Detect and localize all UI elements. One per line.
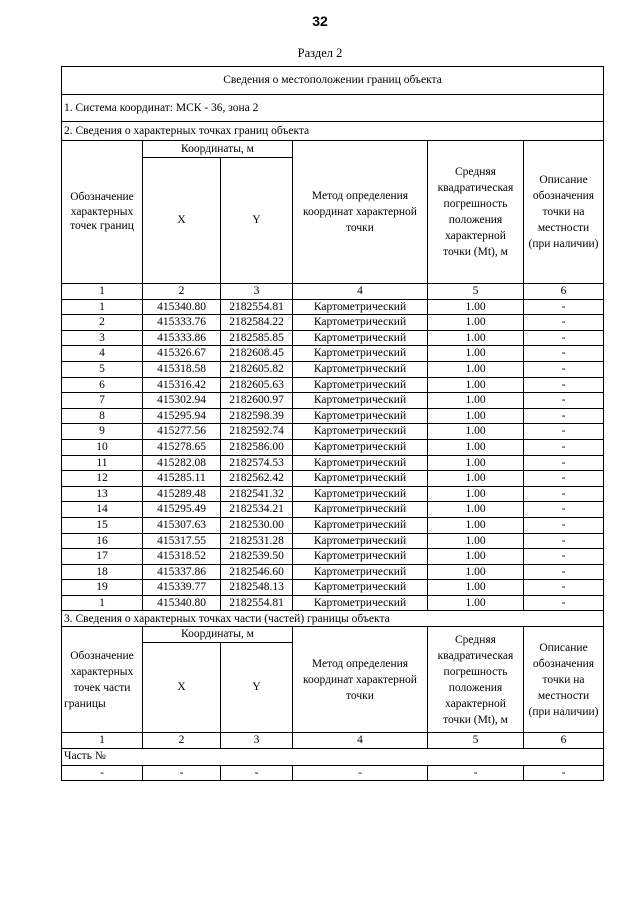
table-cell: 1.00	[428, 315, 524, 331]
table-cell: 1.00	[428, 517, 524, 533]
table-cell: -	[524, 330, 604, 346]
table-cell: -	[524, 595, 604, 611]
table-cell: 1.00	[428, 361, 524, 377]
table-cell: 1.00	[428, 299, 524, 315]
table-cell: 13	[62, 486, 143, 502]
table-cell: Картометрический	[293, 471, 428, 487]
column-number-cell: 6	[524, 284, 604, 300]
table-cell: 10	[62, 439, 143, 455]
table-cell: Картометрический	[293, 533, 428, 549]
table-row	[62, 393, 604, 409]
table-cell: Картометрический	[293, 502, 428, 518]
part-row	[62, 765, 604, 781]
table-cell: Картометрический	[293, 424, 428, 440]
table-row	[62, 502, 604, 518]
table-cell: -	[524, 439, 604, 455]
table-cell: 11	[62, 455, 143, 471]
table-row	[62, 315, 604, 331]
table-cell: 2182592.74	[221, 424, 293, 440]
table-cell: 1	[62, 595, 143, 611]
table-cell: Картометрический	[293, 346, 428, 362]
header-error: Средняя квадратическая погрешность положения характерной точки (Mt), м	[428, 141, 524, 284]
table-cell: 2182539.50	[221, 549, 293, 565]
section-label: Раздел 2	[297, 46, 343, 60]
part-cell: -	[221, 765, 293, 781]
table-cell: 415307.63	[143, 517, 221, 533]
section2-title: 2. Сведения о характерных точках границ объекта	[62, 122, 604, 141]
part-cell: -	[428, 765, 524, 781]
table-cell: Картометрический	[293, 439, 428, 455]
header-y: Y	[221, 158, 293, 284]
table-cell: -	[524, 580, 604, 596]
table-cell: 2182554.81	[221, 595, 293, 611]
table-cell: Картометрический	[293, 330, 428, 346]
boundary-table	[61, 66, 604, 781]
table-cell: 415285.11	[143, 471, 221, 487]
table-cell: 1.00	[428, 377, 524, 393]
table-cell: -	[524, 408, 604, 424]
part-cell: -	[143, 765, 221, 781]
table-cell: 16	[62, 533, 143, 549]
table-cell: 8	[62, 408, 143, 424]
column-number-cell: 2	[143, 284, 221, 300]
coord-system: 1. Система координат: МСК - 36, зона 2	[62, 95, 604, 122]
table-row	[62, 361, 604, 377]
table-row	[62, 439, 604, 455]
table-cell: 415333.76	[143, 315, 221, 331]
table-cell: -	[524, 517, 604, 533]
table-cell: -	[524, 393, 604, 409]
part-label: Часть №	[62, 748, 604, 765]
column-number-cell: 3	[221, 733, 293, 749]
table-row	[62, 533, 604, 549]
table-cell: 415318.58	[143, 361, 221, 377]
table-row	[62, 564, 604, 580]
table-row	[62, 299, 604, 315]
table-cell: 415282.08	[143, 455, 221, 471]
table-cell: -	[524, 361, 604, 377]
table-cell: -	[524, 299, 604, 315]
table-cell: 6	[62, 377, 143, 393]
column-number-cell: 1	[62, 284, 143, 300]
table-cell: Картометрический	[293, 361, 428, 377]
table-cell: 2182546.60	[221, 564, 293, 580]
column-numbers-row	[62, 284, 604, 300]
table-cell: 1.00	[428, 502, 524, 518]
table-cell: 415302.94	[143, 393, 221, 409]
table-cell: Картометрический	[293, 299, 428, 315]
table-cell: -	[524, 346, 604, 362]
table-cell: 18	[62, 564, 143, 580]
table-cell: 7	[62, 393, 143, 409]
table-row	[62, 580, 604, 596]
table-cell: 415317.55	[143, 533, 221, 549]
table-row	[62, 471, 604, 487]
table-cell: 1.00	[428, 439, 524, 455]
table-cell: -	[524, 315, 604, 331]
header-description: Описание обозначения точки на местности (при наличии)	[524, 141, 604, 284]
section3-header-description: Описание обозначения точки на местности (при наличии)	[524, 627, 604, 733]
section3-header-designation: Обозначение характерных точек части границы	[62, 627, 143, 733]
table-cell: 2182605.82	[221, 361, 293, 377]
part-cell: -	[524, 765, 604, 781]
table-cell: 1.00	[428, 424, 524, 440]
table-cell: 415340.80	[143, 595, 221, 611]
header-designation: Обозначение характерных точек границ	[62, 141, 143, 284]
table-title: Сведения о местоположении границ объекта	[62, 67, 604, 95]
table-cell: 415326.67	[143, 346, 221, 362]
table-row	[62, 330, 604, 346]
table-cell: Картометрический	[293, 564, 428, 580]
table-cell: Картометрический	[293, 549, 428, 565]
table-cell: 1.00	[428, 408, 524, 424]
table-cell: 2182598.39	[221, 408, 293, 424]
table-cell: 17	[62, 549, 143, 565]
table-cell: 2182554.81	[221, 299, 293, 315]
table-cell: Картометрический	[293, 393, 428, 409]
table-cell: 2182548.13	[221, 580, 293, 596]
table-cell: 9	[62, 424, 143, 440]
table-cell: 415295.49	[143, 502, 221, 518]
table-cell: 2182531.28	[221, 533, 293, 549]
section3-header-method: Метод определения координат характерной точки	[293, 627, 428, 733]
table-cell: -	[524, 533, 604, 549]
column-number-cell: 4	[293, 733, 428, 749]
table-cell: 19	[62, 580, 143, 596]
table-cell: 415278.65	[143, 439, 221, 455]
table-row	[62, 424, 604, 440]
table-cell: 14	[62, 502, 143, 518]
table-cell: 15	[62, 517, 143, 533]
table-row	[62, 455, 604, 471]
table-cell: 415316.42	[143, 377, 221, 393]
table-cell: 2182562.42	[221, 471, 293, 487]
table-row	[62, 486, 604, 502]
table-cell: 2182584.22	[221, 315, 293, 331]
table-cell: Картометрический	[293, 486, 428, 502]
table-cell: 2182586.00	[221, 439, 293, 455]
table-cell: 415339.77	[143, 580, 221, 596]
column-number-cell: 2	[143, 733, 221, 749]
section3-header-error: Средняя квадратическая погрешность положения характерной точки (Mt), м	[428, 627, 524, 733]
header-x: X	[143, 158, 221, 284]
table-cell: -	[524, 377, 604, 393]
table-row	[62, 377, 604, 393]
table-cell: 1.00	[428, 595, 524, 611]
table-cell: 1.00	[428, 393, 524, 409]
table-cell: 415337.86	[143, 564, 221, 580]
page-number: 32	[312, 13, 328, 29]
table-row	[62, 346, 604, 362]
table-cell: -	[524, 564, 604, 580]
table-cell: 1.00	[428, 564, 524, 580]
part-cell: -	[62, 765, 143, 781]
table-cell: 415340.80	[143, 299, 221, 315]
table-cell: Картометрический	[293, 377, 428, 393]
table-cell: 2182530.00	[221, 517, 293, 533]
section3-title: 3. Сведения о характерных точках части (частей) границы объекта	[62, 611, 604, 627]
section3-header-y: Y	[221, 643, 293, 733]
table-cell: -	[524, 549, 604, 565]
table-cell: 415318.52	[143, 549, 221, 565]
section3-column-numbers-row	[62, 733, 604, 749]
table-cell: 1.00	[428, 533, 524, 549]
table-cell: Картометрический	[293, 408, 428, 424]
header-method: Метод определения координат характерной точки	[293, 141, 428, 284]
table-cell: 2182605.63	[221, 377, 293, 393]
table-cell: -	[524, 455, 604, 471]
section3-header-coords: Координаты, м	[143, 627, 293, 643]
table-cell: 415295.94	[143, 408, 221, 424]
table-cell: 2182608.45	[221, 346, 293, 362]
table-cell: -	[524, 471, 604, 487]
table-cell: 1.00	[428, 580, 524, 596]
table-cell: 1.00	[428, 549, 524, 565]
table-cell: 1.00	[428, 346, 524, 362]
column-number-cell: 4	[293, 284, 428, 300]
table-cell: Картометрический	[293, 595, 428, 611]
table-cell: Картометрический	[293, 455, 428, 471]
column-number-cell: 5	[428, 733, 524, 749]
table-cell: 5	[62, 361, 143, 377]
table-cell: 2182600.97	[221, 393, 293, 409]
table-cell: 1.00	[428, 330, 524, 346]
column-number-cell: 5	[428, 284, 524, 300]
table-cell: 1.00	[428, 455, 524, 471]
table-cell: 2182574.53	[221, 455, 293, 471]
table-cell: Картометрический	[293, 580, 428, 596]
table-cell: 415289.48	[143, 486, 221, 502]
table-cell: 3	[62, 330, 143, 346]
part-cell: -	[293, 765, 428, 781]
section3-header-x: X	[143, 643, 221, 733]
table-cell: Картометрический	[293, 315, 428, 331]
table-row	[62, 595, 604, 611]
table-row	[62, 408, 604, 424]
table-cell: 2182585.85	[221, 330, 293, 346]
table-cell: 1	[62, 299, 143, 315]
table-cell: -	[524, 424, 604, 440]
table-cell: 415333.86	[143, 330, 221, 346]
header-coords: Координаты, м	[143, 141, 293, 158]
table-cell: 1.00	[428, 471, 524, 487]
table-row	[62, 517, 604, 533]
table-row	[62, 549, 604, 565]
table-cell: 12	[62, 471, 143, 487]
table-cell: 1.00	[428, 486, 524, 502]
table-cell: 2182541.32	[221, 486, 293, 502]
table-cell: Картометрический	[293, 517, 428, 533]
table-cell: 4	[62, 346, 143, 362]
table-cell: 415277.56	[143, 424, 221, 440]
table-cell: 2	[62, 315, 143, 331]
column-number-cell: 3	[221, 284, 293, 300]
table-cell: -	[524, 502, 604, 518]
table-cell: 2182534.21	[221, 502, 293, 518]
column-number-cell: 1	[62, 733, 143, 749]
table-cell: -	[524, 486, 604, 502]
column-number-cell: 6	[524, 733, 604, 749]
